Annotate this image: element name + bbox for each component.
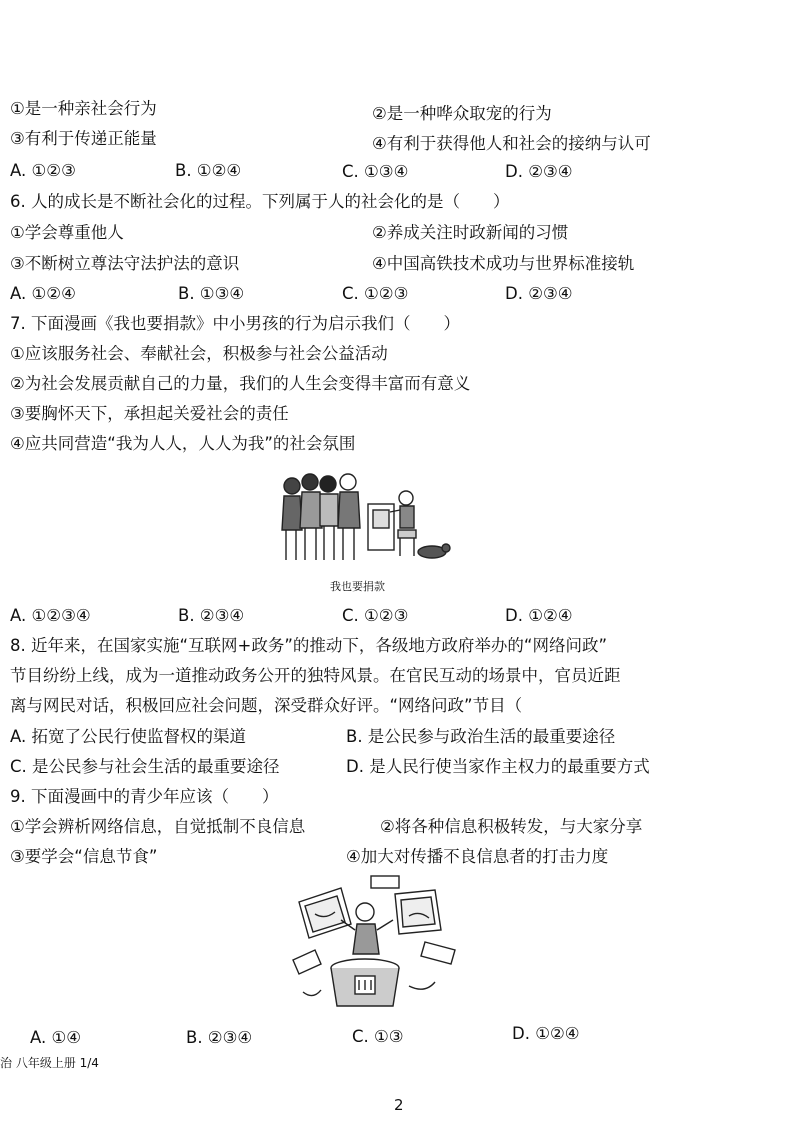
q7-stem: 7. 下面漫画《我也要捐款》中小男孩的行为启示我们（ ） bbox=[10, 314, 460, 333]
page-number: 2 bbox=[394, 1096, 404, 1114]
q7-option-a: A. ①②③④ bbox=[10, 606, 91, 625]
q6-statement-4: ④中国高铁技术成功与世界标准接轨 bbox=[372, 254, 635, 273]
q5-option-c: C. ①③④ bbox=[342, 162, 409, 181]
q9-option-b: B. ②③④ bbox=[186, 1028, 253, 1047]
q6-option-d: D. ②③④ bbox=[505, 284, 573, 303]
q8-line-1: 8. 近年来，在国家实施“互联网+政务”的推动下，各级地方政府举办的“网络问政” bbox=[10, 636, 608, 655]
q6-option-c: C. ①②③ bbox=[342, 284, 409, 303]
q5-option-b: B. ①②④ bbox=[175, 161, 242, 180]
cartoon-caption: 我也要捐款 bbox=[330, 580, 385, 593]
q9-stem: 9. 下面漫画中的青少年应该（ ） bbox=[10, 787, 279, 806]
q9-statement-1: ①学会辨析网络信息，自觉抵制不良信息 bbox=[10, 817, 306, 836]
q9-option-a: A. ①④ bbox=[30, 1028, 82, 1047]
q5-statement-2: ②是一种哗众取宠的行为 bbox=[372, 104, 552, 123]
q6-option-b: B. ①③④ bbox=[178, 284, 245, 303]
q5-statement-4: ④有利于获得他人和社会的接纳与认可 bbox=[372, 134, 651, 153]
q8-option-d: D. 是人民行使当家作主权力的最重要方式 bbox=[346, 757, 650, 776]
q9-option-d: D. ①②④ bbox=[512, 1024, 580, 1043]
q7-option-b: B. ②③④ bbox=[178, 606, 245, 625]
q5-option-a: A. ①②③ bbox=[10, 161, 76, 180]
q9-statement-2: ②将各种信息积极转发，与大家分享 bbox=[380, 817, 643, 836]
q8-option-a: A. 拓宽了公民行使监督权的渠道 bbox=[10, 727, 246, 746]
q6-statement-2: ②养成关注时政新闻的习惯 bbox=[372, 223, 569, 242]
q8-option-c: C. 是公民参与社会生活的最重要途径 bbox=[10, 757, 280, 776]
q6-statement-3: ③不断树立尊法守法护法的意识 bbox=[10, 254, 240, 273]
q9-option-c: C. ①③ bbox=[352, 1027, 404, 1046]
donation-cartoon bbox=[272, 470, 452, 570]
q8-option-b: B. 是公民参与政治生活的最重要途径 bbox=[346, 727, 616, 746]
page-footer: 治 八年级上册 1/4 bbox=[0, 1056, 99, 1070]
q6-statement-1: ①学会尊重他人 bbox=[10, 223, 124, 242]
q5-statement-1: ①是一种亲社会行为 bbox=[10, 99, 157, 118]
q6-stem: 6. 人的成长是不断社会化的过程。下列属于人的社会化的是（ ） bbox=[10, 192, 510, 211]
q9-statement-4: ④加大对传播不良信息者的打击力度 bbox=[346, 847, 609, 866]
q5-option-d: D. ②③④ bbox=[505, 162, 573, 181]
q5-statement-3: ③有利于传递正能量 bbox=[10, 129, 157, 148]
q7-statement-4: ④应共同营造“我为人人，人人为我”的社会氛围 bbox=[10, 434, 356, 453]
q7-statement-1: ①应该服务社会、奉献社会，积极参与社会公益活动 bbox=[10, 344, 388, 363]
q7-option-c: C. ①②③ bbox=[342, 606, 409, 625]
q6-option-a: A. ①②④ bbox=[10, 284, 76, 303]
q9-statement-3: ③要学会“信息节食” bbox=[10, 847, 158, 866]
q7-option-d: D. ①②④ bbox=[505, 606, 573, 625]
q8-line-2: 节目纷纷上线，成为一道推动政务公开的独特风景。在官民互动的场景中，官员近距 bbox=[10, 666, 621, 685]
q7-statement-3: ③要胸怀天下，承担起关爱社会的责任 bbox=[10, 404, 289, 423]
q7-statement-2: ②为社会发展贡献自己的力量，我们的人生会变得丰富而有意义 bbox=[10, 374, 471, 393]
information-cartoon bbox=[285, 872, 470, 1022]
q8-line-3: 离与网民对话，积极回应社会问题，深受群众好评。“网络问政”节目（ bbox=[10, 696, 523, 715]
